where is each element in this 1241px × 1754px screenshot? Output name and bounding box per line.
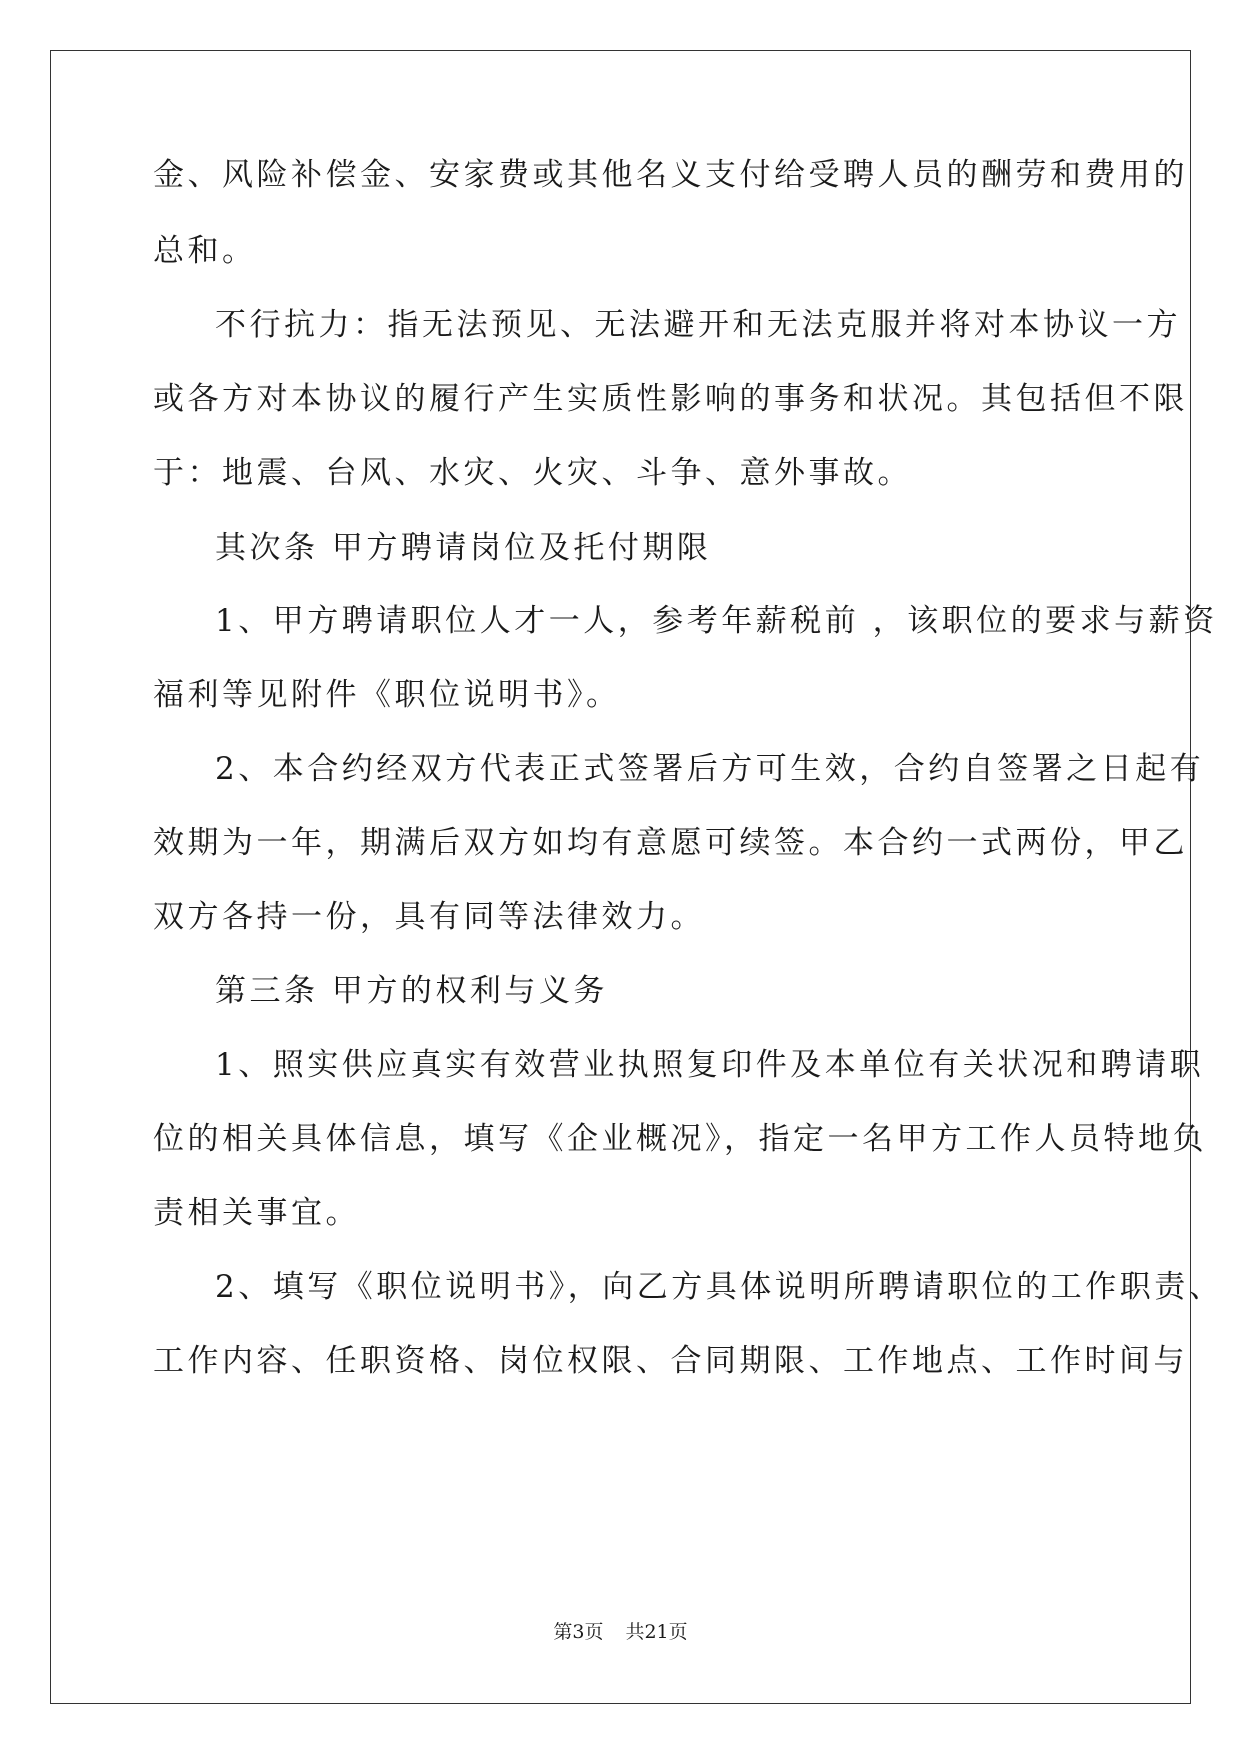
text-line: 效期为一年，期满后双方如均有意愿可续签。本合约一式两份，甲乙: [153, 825, 1188, 861]
paragraph-start: 2、填写《职位说明书》，向乙方具体说明所聘请职位的工作职责、: [215, 1269, 1224, 1305]
paragraph-start: 2、本合约经双方代表正式签署后方可生效，合约自签署之日起有: [215, 751, 1205, 787]
text-line: 福利等见附件《职位说明书》。: [153, 677, 621, 713]
text-line: 金、风险补偿金、安家费或其他名义支付给受聘人员的酬劳和费用的: [153, 157, 1188, 193]
text-line: 双方各持一份，具有同等法律效力。: [153, 899, 705, 935]
paragraph-start: 不行抗力：指无法预见、无法避开和无法克服并将对本协议一方: [215, 307, 1181, 343]
page-footer: [0, 1617, 1241, 1644]
page-frame: [50, 50, 1191, 1704]
text-line: 工作内容、任职资格、岗位权限、合同期限、工作地点、工作时间与: [153, 1343, 1188, 1379]
text-line: 总和。: [153, 233, 257, 269]
text-line: 责相关事宜。: [153, 1195, 360, 1231]
text-line: 于：地震、台风、水灾、火灾、斗争、意外事故。: [153, 455, 912, 491]
paragraph-start: 1、照实供应真实有效营业执照复印件及本单位有关状况和聘请职: [215, 1047, 1205, 1083]
page-total: 共21页: [625, 1621, 688, 1643]
section-heading: 其次条 甲方聘请岗位及托付期限: [215, 530, 712, 566]
page-number: 第3页: [553, 1621, 604, 1643]
text-line: 位的相关具体信息，填写《企业概况》，指定一名甲方工作人员特地负: [153, 1121, 1207, 1157]
text-line: 或各方对本协议的履行产生实质性影响的事务和状况。其包括但不限: [153, 381, 1188, 417]
paragraph-start: 1、甲方聘请职位人才一人，参考年薪税前 ，该职位的要求与薪资: [215, 603, 1218, 639]
section-heading: 第三条 甲方的权利与义务: [215, 973, 608, 1009]
